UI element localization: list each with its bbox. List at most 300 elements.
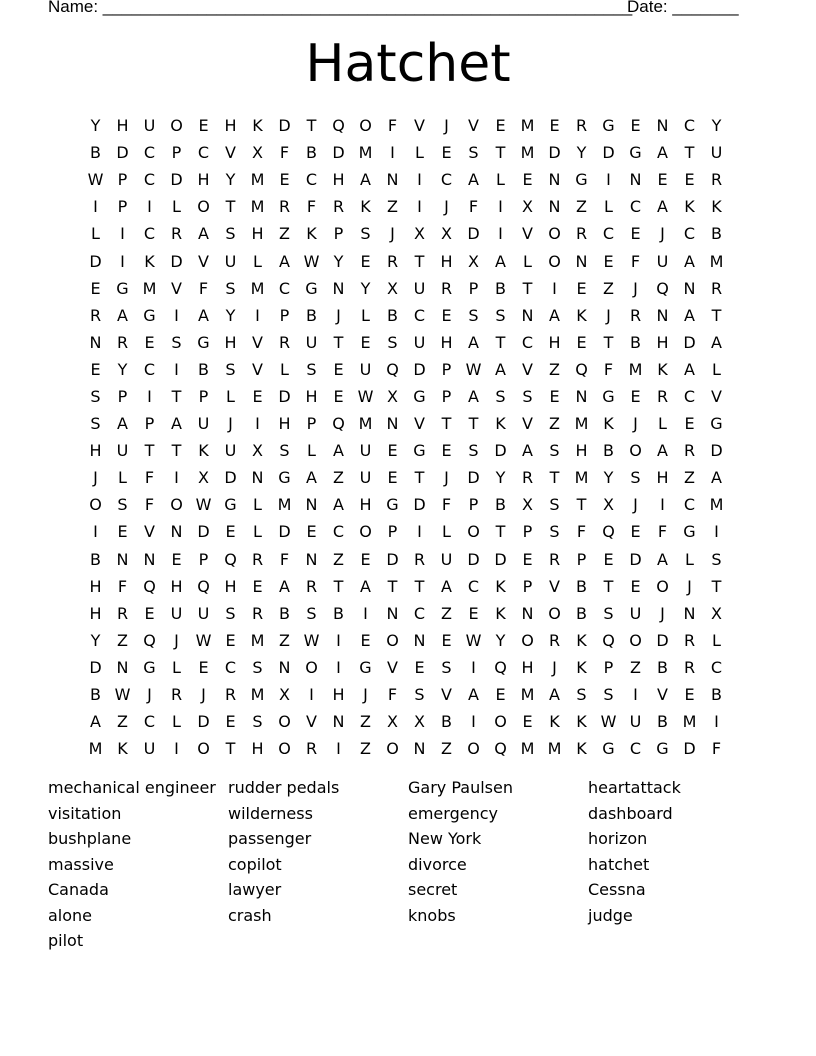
grid-letter: R — [305, 739, 318, 759]
grid-letter: N — [521, 305, 534, 325]
grid-letter: O — [386, 630, 399, 650]
grid-letter: F — [576, 522, 587, 542]
grid-letter: O — [548, 224, 561, 244]
grid-letter: E — [630, 224, 641, 244]
grid-letter: B — [711, 685, 722, 705]
word-list-item: judge — [588, 905, 633, 925]
grid-letter: T — [522, 278, 533, 298]
grid-letter: O — [629, 630, 642, 650]
grid-letter: E — [441, 305, 452, 325]
grid-letter: T — [576, 495, 587, 515]
grid-letter: C — [683, 386, 696, 406]
grid-letter: V — [522, 414, 533, 434]
grid-letter: K — [144, 251, 155, 271]
grid-letter: N — [575, 386, 588, 406]
grid-row — [82, 112, 730, 139]
grid-letter: P — [522, 576, 533, 596]
grid-letter: T — [495, 143, 506, 163]
grid-letter: L — [253, 495, 262, 515]
grid-letter: A — [360, 576, 371, 596]
grid-letter: T — [549, 468, 560, 488]
word-list-item: hatchet — [588, 854, 650, 874]
grid-letter: O — [359, 522, 372, 542]
grid-letter: P — [576, 549, 587, 569]
grid-letter: T — [711, 576, 722, 596]
grid-letter: Z — [387, 197, 398, 217]
grid-letter: G — [602, 116, 615, 136]
grid-letter: Z — [360, 712, 371, 732]
grid-letter: C — [629, 739, 642, 759]
grid-letter: A — [495, 359, 506, 379]
grid-letter: O — [170, 116, 183, 136]
grid-letter: V — [387, 657, 398, 677]
grid-letter: Q — [656, 278, 669, 298]
grid-letter: A — [468, 386, 479, 406]
word-list-item: rudder pedals — [228, 778, 340, 797]
grid-letter: B — [657, 657, 668, 677]
grid-letter: V — [522, 359, 533, 379]
grid-letter: O — [89, 495, 102, 515]
grid-letter: G — [197, 332, 210, 352]
grid-letter: W — [114, 685, 131, 705]
grid-letter: T — [225, 197, 236, 217]
grid-letter: B — [90, 549, 101, 569]
grid-letter: K — [576, 630, 587, 650]
grid-letter: J — [444, 468, 449, 488]
grid-letter: N — [89, 332, 102, 352]
grid-letter: I — [471, 712, 476, 732]
grid-letter: L — [280, 359, 289, 379]
grid-letter: H — [224, 576, 237, 596]
grid-letter: M — [250, 197, 265, 217]
grid-letter: H — [332, 685, 345, 705]
word-list-item: divorce — [408, 854, 467, 874]
grid-letter: I — [255, 414, 260, 434]
grid-letter: T — [171, 386, 182, 406]
grid-letter: I — [606, 170, 611, 190]
grid-letter: H — [170, 576, 183, 596]
grid-row — [82, 275, 730, 302]
grid-letter: P — [468, 495, 479, 515]
grid-letter: A — [279, 576, 290, 596]
grid-letter: F — [711, 739, 722, 759]
grid-letter: I — [633, 685, 638, 705]
grid-letter: X — [603, 495, 614, 515]
word-list-item: copilot — [228, 854, 282, 874]
grid-letter: R — [251, 603, 264, 623]
grid-letter: V — [252, 359, 263, 379]
grid-letter: J — [660, 224, 665, 244]
grid-letter: I — [390, 143, 395, 163]
grid-letter: X — [414, 712, 425, 732]
grid-letter: B — [306, 143, 317, 163]
grid-letter: F — [279, 143, 290, 163]
grid-letter: H — [278, 414, 291, 434]
grid-row — [82, 546, 730, 573]
grid-letter: O — [548, 251, 561, 271]
grid-letter: N — [116, 657, 129, 677]
grid-letter: N — [251, 468, 264, 488]
grid-letter: I — [714, 522, 719, 542]
grid-row — [82, 166, 730, 193]
grid-letter: H — [332, 170, 345, 190]
grid-letter: I — [147, 386, 152, 406]
grid-letter: Y — [225, 170, 236, 190]
grid-letter: I — [336, 630, 341, 650]
grid-letter: X — [387, 386, 398, 406]
grid-letter: E — [198, 657, 209, 677]
grid-letter: J — [201, 685, 206, 705]
grid-letter: E — [522, 712, 533, 732]
grid-letter: I — [120, 224, 125, 244]
grid-letter: K — [495, 603, 506, 623]
grid-letter: O — [305, 657, 318, 677]
grid-letter: U — [197, 603, 210, 623]
grid-letter: F — [603, 359, 614, 379]
grid-letter: E — [360, 630, 371, 650]
grid-letter: B — [90, 685, 101, 705]
grid-letter: J — [93, 468, 98, 488]
grid-letter: A — [171, 414, 182, 434]
grid-letter: D — [224, 468, 237, 488]
grid-letter: T — [711, 305, 722, 325]
grid-letter: W — [465, 359, 482, 379]
grid-letter: R — [332, 197, 345, 217]
grid-letter: Z — [549, 359, 560, 379]
grid-letter: P — [171, 143, 182, 163]
grid-letter: M — [358, 414, 373, 434]
grid-letter: A — [549, 305, 560, 325]
grid-letter: O — [656, 576, 669, 596]
grid-letter: Z — [630, 657, 641, 677]
grid-letter: U — [305, 332, 318, 352]
grid-letter: I — [471, 657, 476, 677]
grid-letter: Q — [224, 549, 237, 569]
grid-letter: X — [522, 495, 533, 515]
grid-letter: G — [710, 414, 723, 434]
grid-letter: R — [116, 603, 129, 623]
grid-letter: D — [278, 522, 291, 542]
grid-letter: H — [116, 116, 129, 136]
grid-letter: X — [279, 685, 290, 705]
grid-letter: V — [657, 685, 668, 705]
grid-letter: D — [629, 549, 642, 569]
grid-letter: Q — [602, 522, 615, 542]
grid-letter: S — [495, 305, 506, 325]
grid-letter: L — [442, 522, 451, 542]
grid-letter: T — [414, 251, 425, 271]
grid-letter: G — [413, 386, 426, 406]
grid-letter: N — [683, 278, 696, 298]
grid-row — [82, 356, 730, 383]
grid-letter: M — [709, 495, 724, 515]
grid-letter: K — [495, 414, 506, 434]
grid-letter: W — [87, 170, 104, 190]
grid-letter: C — [305, 170, 318, 190]
grid-letter: Y — [495, 630, 506, 650]
grid-letter: I — [714, 712, 719, 732]
word-list-item: horizon — [588, 829, 648, 848]
grid-letter: J — [660, 603, 665, 623]
grid-letter: M — [277, 495, 292, 515]
grid-letter: V — [225, 143, 236, 163]
grid-letter: J — [363, 685, 368, 705]
grid-letter: T — [333, 332, 344, 352]
grid-letter: M — [250, 630, 265, 650]
grid-letter: K — [711, 197, 722, 217]
grid-letter: N — [116, 549, 129, 569]
grid-letter: F — [387, 116, 398, 136]
grid-letter: E — [225, 522, 236, 542]
grid-letter: C — [143, 143, 156, 163]
grid-letter: A — [360, 170, 371, 190]
grid-letter: S — [90, 386, 101, 406]
grid-letter: H — [440, 251, 453, 271]
grid-letter: W — [600, 712, 617, 732]
grid-letter: D — [467, 468, 480, 488]
grid-letter: G — [143, 657, 156, 677]
grid-letter: E — [603, 251, 614, 271]
grid-letter: A — [198, 224, 209, 244]
grid-letter: E — [279, 170, 290, 190]
grid-letter: Q — [575, 359, 588, 379]
grid-row — [82, 491, 730, 518]
grid-letter: I — [309, 685, 314, 705]
grid-letter: I — [498, 224, 503, 244]
grid-row — [82, 410, 730, 437]
grid-letter: P — [117, 170, 128, 190]
grid-letter: Y — [225, 305, 236, 325]
grid-letter: G — [575, 170, 588, 190]
grid-letter: X — [252, 441, 263, 461]
grid-letter: N — [386, 414, 399, 434]
grid-letter: E — [306, 522, 317, 542]
grid-letter: B — [306, 305, 317, 325]
grid-letter: Y — [90, 630, 101, 650]
grid-letter: N — [548, 170, 561, 190]
grid-letter: E — [684, 685, 695, 705]
grid-letter: T — [387, 576, 398, 596]
word-list-item: knobs — [408, 905, 456, 925]
grid-letter: R — [89, 305, 102, 325]
grid-letter: J — [444, 197, 449, 217]
grid-letter: L — [307, 441, 316, 461]
grid-letter: D — [467, 224, 480, 244]
grid-letter: S — [468, 441, 479, 461]
grid-letter: A — [198, 305, 209, 325]
grid-letter: L — [604, 197, 613, 217]
grid-letter: O — [629, 441, 642, 461]
grid-letter: S — [495, 386, 506, 406]
word-list-item: dashboard — [588, 803, 673, 823]
grid-letter: I — [498, 197, 503, 217]
grid-letter: U — [629, 712, 642, 732]
grid-letter: C — [440, 170, 453, 190]
grid-letter: R — [251, 549, 264, 569]
grid-letter: E — [225, 630, 236, 650]
grid-letter: H — [197, 170, 210, 190]
grid-letter: L — [712, 630, 721, 650]
grid-letter: O — [548, 603, 561, 623]
grid-letter: S — [225, 278, 236, 298]
grid-letter: Q — [602, 630, 615, 650]
grid-letter: A — [468, 685, 479, 705]
grid-letter: A — [306, 468, 317, 488]
grid-letter: V — [144, 522, 155, 542]
grid-letter: G — [143, 305, 156, 325]
grid-letter: N — [413, 630, 426, 650]
grid-letter: N — [656, 116, 669, 136]
grid-letter: N — [629, 170, 642, 190]
grid-letter: S — [306, 359, 317, 379]
grid-letter: P — [333, 224, 344, 244]
grid-letter: J — [444, 116, 449, 136]
grid-letter: O — [170, 495, 183, 515]
grid-letter: U — [224, 441, 237, 461]
grid-letter: E — [117, 522, 128, 542]
grid-letter: N — [413, 739, 426, 759]
grid-letter: E — [522, 170, 533, 190]
grid-letter: G — [278, 468, 291, 488]
word-list-item: heartattack — [588, 778, 681, 797]
grid-row — [82, 302, 730, 329]
grid-letter: K — [657, 359, 668, 379]
grid-letter: S — [225, 603, 236, 623]
grid-letter: L — [415, 143, 424, 163]
grid-letter: S — [603, 603, 614, 623]
grid-letter: E — [198, 116, 209, 136]
word-list-item: pilot — [48, 931, 84, 950]
grid-letter: D — [683, 739, 696, 759]
grid-letter: E — [576, 278, 587, 298]
grid-letter: C — [683, 224, 696, 244]
grid-letter: V — [549, 576, 560, 596]
grid-letter: E — [360, 251, 371, 271]
grid-letter: Q — [332, 116, 345, 136]
grid-letter: U — [170, 603, 183, 623]
grid-row — [82, 247, 730, 274]
grid-letter: S — [549, 495, 560, 515]
grid-letter: T — [144, 441, 155, 461]
grid-letter: S — [225, 359, 236, 379]
grid-letter: R — [575, 116, 588, 136]
grid-letter: F — [468, 197, 479, 217]
grid-letter: I — [552, 278, 557, 298]
grid-letter: P — [522, 522, 533, 542]
word-list-item: visitation — [48, 803, 122, 823]
grid-letter: V — [468, 116, 479, 136]
grid-letter: M — [520, 685, 535, 705]
grid-letter: B — [198, 359, 209, 379]
word-list-item: mechanical engineer — [48, 778, 216, 797]
grid-letter: Z — [549, 414, 560, 434]
grid-letter: M — [88, 739, 103, 759]
grid-letter: D — [467, 549, 480, 569]
grid-letter: G — [359, 657, 372, 677]
grid-row — [82, 437, 730, 464]
grid-letter: A — [657, 549, 668, 569]
grid-letter: B — [603, 441, 614, 461]
grid-letter: S — [549, 522, 560, 542]
grid-letter: K — [576, 305, 587, 325]
grid-letter: T — [684, 143, 695, 163]
grid-letter: V — [522, 224, 533, 244]
grid-letter: E — [630, 386, 641, 406]
grid-letter: E — [414, 657, 425, 677]
grid-letter: N — [683, 603, 696, 623]
word-list-item: crash — [228, 905, 272, 925]
grid-letter: F — [387, 685, 398, 705]
grid-letter: X — [198, 468, 209, 488]
grid-letter: P — [198, 386, 209, 406]
grid-letter: L — [523, 251, 532, 271]
grid-letter: I — [336, 657, 341, 677]
grid-letter: B — [387, 305, 398, 325]
grid-letter: S — [279, 441, 290, 461]
grid-letter: A — [522, 441, 533, 461]
grid-letter: X — [468, 251, 479, 271]
grid-letter: T — [225, 739, 236, 759]
grid-row — [82, 193, 730, 220]
grid-letter: Y — [603, 468, 614, 488]
grid-row — [82, 681, 730, 708]
grid-letter: H — [359, 495, 372, 515]
grid-letter: K — [198, 441, 209, 461]
grid-letter: Y — [495, 468, 506, 488]
grid-letter: S — [252, 657, 263, 677]
grid-letter: R — [548, 549, 561, 569]
grid-letter: A — [684, 251, 695, 271]
grid-letter: D — [386, 549, 399, 569]
grid-letter: S — [468, 305, 479, 325]
grid-letter: B — [630, 332, 641, 352]
grid-letter: Z — [333, 549, 344, 569]
grid-letter: E — [387, 441, 398, 461]
grid-letter: K — [117, 739, 128, 759]
grid-letter: J — [552, 657, 557, 677]
grid-letter: X — [522, 197, 533, 217]
grid-row — [82, 383, 730, 410]
grid-letter: L — [172, 712, 181, 732]
grid-letter: F — [279, 549, 290, 569]
grid-letter: L — [91, 224, 100, 244]
grid-letter: T — [495, 522, 506, 542]
grid-letter: E — [360, 332, 371, 352]
grid-letter: Z — [441, 603, 452, 623]
grid-letter: Z — [360, 739, 371, 759]
grid-letter: E — [252, 576, 263, 596]
grid-letter: C — [521, 332, 534, 352]
grid-letter: I — [417, 197, 422, 217]
word-list-item: secret — [408, 880, 458, 899]
grid-letter: B — [657, 712, 668, 732]
grid-letter: E — [630, 522, 641, 542]
grid-letter: L — [253, 522, 262, 542]
grid-letter: S — [576, 685, 587, 705]
grid-letter: F — [630, 251, 641, 271]
grid-letter: S — [468, 143, 479, 163]
grid-letter: D — [89, 657, 102, 677]
grid-letter: R — [683, 657, 696, 677]
grid-letter: P — [144, 414, 155, 434]
grid-letter: T — [333, 576, 344, 596]
grid-letter: A — [333, 441, 344, 461]
word-list-item: emergency — [408, 803, 498, 823]
grid-letter: F — [441, 495, 452, 515]
grid-letter: D — [116, 143, 129, 163]
grid-letter: S — [630, 468, 641, 488]
grid-letter: L — [172, 657, 181, 677]
